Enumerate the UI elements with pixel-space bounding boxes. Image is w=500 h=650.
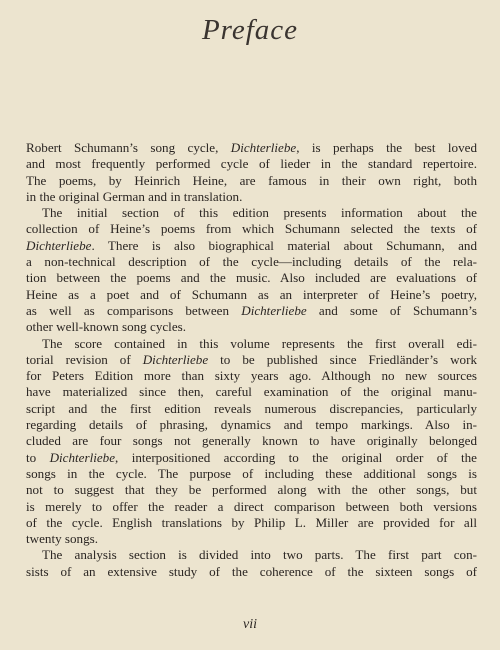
text-line: torial revision of Dichterliebe to be published since Friedländer’s work [26, 351, 477, 367]
text-line: Heine as a poet and of Schumann as an interpreter of Heine’s poetry, [26, 286, 477, 302]
paragraph-3 [26, 336, 477, 548]
text-line: tion between the poems and the music. Also included are evaluations of [26, 270, 477, 286]
text-line: and most frequently performed cycle of lieder in the standard repertoire. [26, 156, 477, 172]
text-line: songs in the cycle. The purpose of including these additional songs is [26, 465, 477, 481]
paragraph-4 [26, 547, 477, 580]
text-line: The initial section of this edition presents information about the [42, 205, 477, 221]
text-line: regarding details of phrasing, dynamics and tempo markings. Also in- [26, 417, 477, 433]
text-line: twenty songs. [26, 531, 99, 547]
text-line: collection of Heine’s poems from which Schumann selected the texts of [26, 221, 477, 237]
text-line: have materialized since then, careful examination of the original manu- [26, 384, 477, 400]
text-line: as well as comparisons between Dichterliebe and some of Schumann’s [26, 302, 477, 318]
work-title: Dichterliebe [49, 449, 116, 465]
text-line: cluded are four songs not generally known to have originally belonged [26, 433, 477, 449]
preface-body [26, 140, 477, 580]
paragraph-1 [26, 140, 477, 205]
text-line: The score contained in this volume represents the first overall edi- [42, 335, 477, 351]
text-line: in the original German and in translation. [26, 188, 243, 204]
text-line: Robert Schumann’s song cycle, Dichterliebe, is perhaps the best loved [26, 140, 477, 155]
text-line: a non-technical description of the cycle—including details of the rela- [26, 254, 477, 270]
page-number: vii [243, 617, 257, 632]
text-line: other well-known song cycles. [26, 319, 186, 335]
work-title: Dichterliebe [142, 351, 209, 367]
text-line: of the cycle. English translations by Philip L. Miller are provided for all [26, 514, 477, 530]
text-line: is merely to offer the reader a direct comparison between both versions [26, 498, 477, 514]
paragraph-2 [26, 205, 477, 335]
work-title: Dichterliebe [230, 140, 297, 155]
text-line: script and the first edition reveals numerous discrepancies, particularly [26, 400, 477, 416]
page-title: Preface [201, 14, 299, 46]
work-title: Dichterliebe [26, 237, 92, 253]
text-line: for Peters Edition more than sixty years ago. Although no new sources [26, 368, 477, 384]
work-title: Dichterliebe [241, 302, 307, 318]
text-line: Dichterliebe. There is also biographical material about Schumann, and [26, 237, 477, 253]
text-line: sists of an extensive study of the coherence of the sixteen songs of [26, 563, 477, 579]
text-line: not to suggest that they be performed along with the other songs, but [26, 482, 477, 498]
text-line: The poems, by Heinrich Heine, are famous in their own right, both [26, 172, 477, 188]
text-line: to Dichterliebe, interpositioned according to the original order of the [26, 449, 477, 465]
text-line: The analysis section is divided into two parts. The first part con- [42, 547, 477, 563]
